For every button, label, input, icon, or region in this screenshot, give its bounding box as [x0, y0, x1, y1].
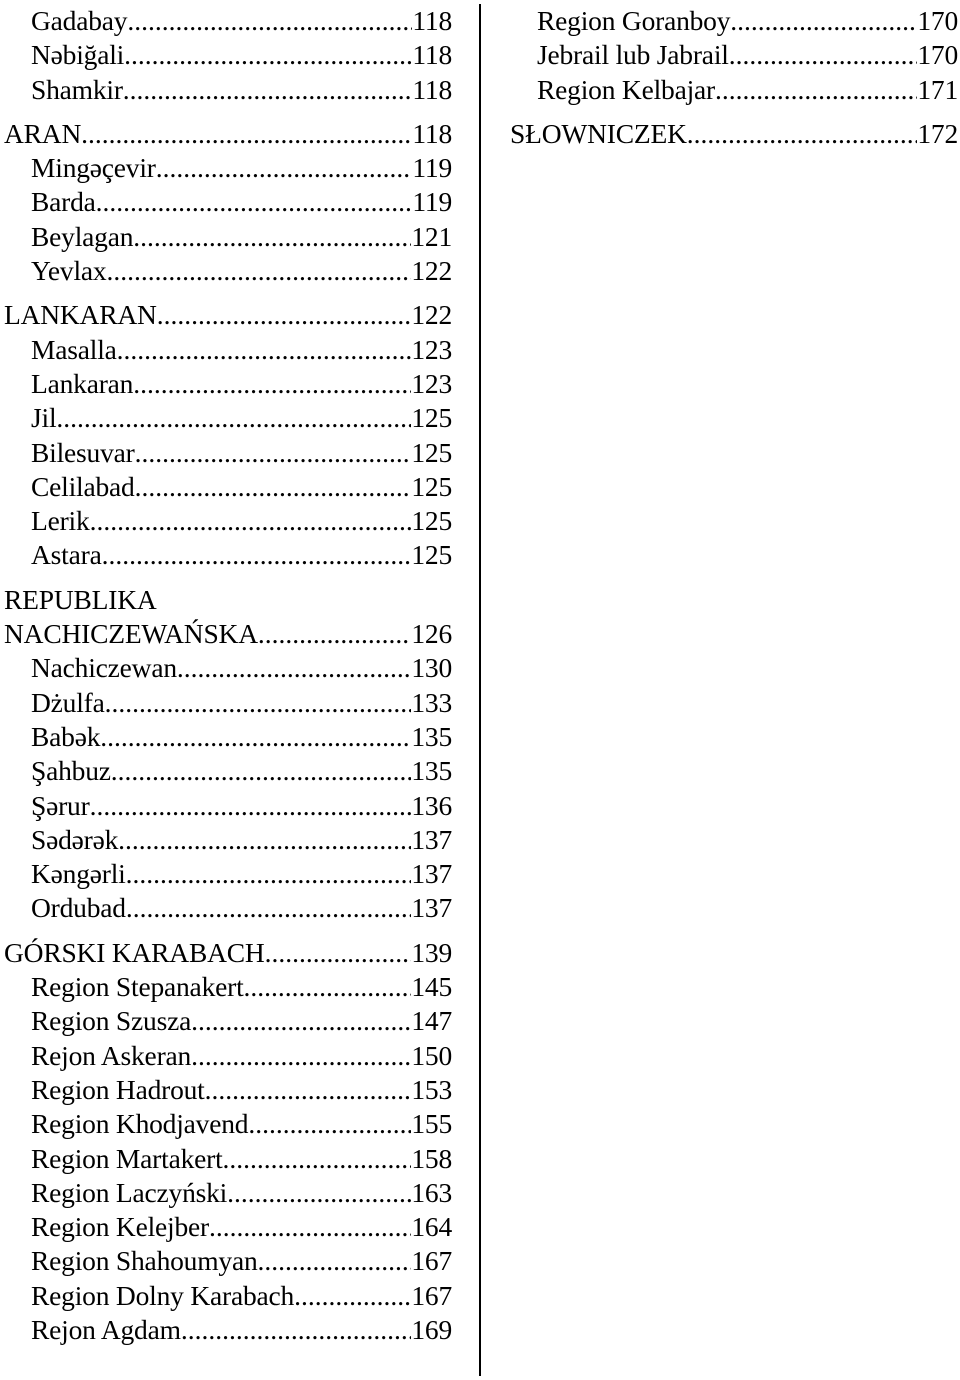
toc-entry-title: Gadabay [31, 5, 128, 36]
toc-entry-title: Lankaran [31, 367, 134, 399]
toc-dot-leader [248, 1107, 411, 1141]
toc-page-number: 153 [411, 1073, 452, 1105]
toc-page-number: 136 [411, 789, 452, 821]
toc-entry-title: Shamkir [31, 73, 123, 105]
toc-entry-title: Region Laczyński [31, 1176, 228, 1208]
toc-entry-title: Nəbiğali [31, 39, 125, 71]
toc-entry-title: Yevlax [31, 255, 107, 287]
toc-entry[interactable] [4, 754, 452, 788]
toc-dot-leader [135, 436, 412, 470]
toc-page-number: 139 [411, 936, 452, 968]
toc-dot-leader [244, 970, 412, 1004]
toc-page-number: 137 [411, 892, 452, 924]
toc-dot-leader [715, 73, 917, 107]
toc-entry-title: Region Martakert [31, 1142, 223, 1174]
toc-dot-leader [96, 185, 413, 219]
toc-page-number: 158 [411, 1142, 452, 1174]
toc-entry[interactable] [4, 401, 452, 435]
toc-page-number: 125 [411, 505, 452, 537]
toc-entry[interactable] [510, 38, 958, 72]
toc-page-number: 163 [411, 1176, 452, 1208]
toc-dot-leader [90, 789, 412, 823]
toc-entry[interactable] [4, 38, 452, 72]
toc-page-number: 164 [411, 1211, 452, 1243]
toc-entry[interactable] [4, 1279, 452, 1313]
toc-entry-title: Beylagan [31, 220, 134, 252]
toc-dot-leader [126, 891, 412, 925]
toc-dot-leader [729, 38, 918, 72]
toc-page-number: 118 [412, 5, 452, 36]
toc-dot-leader [209, 1210, 411, 1244]
toc-entry-title: Region Kelejber [31, 1211, 209, 1243]
toc-entry-title: GÓRSKI KARABACH [4, 936, 265, 968]
toc-page-number: 123 [411, 367, 452, 399]
toc-dot-leader [81, 117, 412, 151]
toc-entry[interactable] [4, 151, 452, 185]
toc-dot-leader [123, 73, 413, 107]
toc-entry-title: Mingəçevir [31, 152, 156, 184]
toc-dot-leader [191, 1004, 411, 1038]
toc-page-number: 119 [412, 186, 452, 218]
toc-entry-title: Barda [31, 186, 96, 218]
toc-dot-leader [133, 367, 411, 401]
toc-page-number: 118 [412, 117, 452, 149]
toc-page-number: 121 [411, 220, 452, 252]
toc-dot-leader [106, 254, 411, 288]
toc-page-number: 170 [917, 5, 958, 36]
toc-entry-title: Babək [31, 720, 101, 752]
toc-dot-leader [133, 220, 411, 254]
toc-page-number: 170 [917, 39, 958, 71]
toc-entry-title: Sədərək [31, 823, 119, 855]
toc-dot-leader [126, 857, 412, 891]
toc-page-number: 172 [917, 117, 958, 149]
toc-section-entry[interactable] [4, 617, 452, 651]
toc-dot-leader [177, 651, 411, 685]
toc-section-entry[interactable] [4, 298, 452, 332]
toc-page-number: 137 [411, 858, 452, 890]
toc-entry-title: Region Kelbajar [537, 73, 715, 105]
toc-dot-leader [157, 298, 412, 332]
toc-entry[interactable] [510, 73, 958, 107]
toc-entry-title: Bilesuvar [31, 436, 135, 468]
toc-right-column [510, 4, 958, 151]
toc-page-number: 147 [411, 1005, 452, 1037]
toc-entry-title: Region Szusza [31, 1005, 192, 1037]
toc-entry[interactable] [4, 504, 452, 538]
toc-page-number: 122 [411, 299, 452, 331]
toc-entry[interactable] [4, 891, 452, 925]
toc-dot-leader [191, 1039, 411, 1073]
toc-section-entry[interactable] [4, 117, 452, 151]
toc-entry[interactable] [4, 4, 452, 38]
toc-entry[interactable] [4, 333, 452, 367]
toc-entry-title: Region Stepanakert [31, 971, 244, 1003]
toc-page-number: 155 [411, 1108, 452, 1140]
toc-entry[interactable] [4, 1142, 452, 1176]
toc-page-number: 125 [411, 436, 452, 468]
toc-dot-leader [102, 538, 412, 572]
toc-dot-leader [90, 504, 412, 538]
toc-entry[interactable] [4, 857, 452, 891]
toc-dot-leader [127, 4, 412, 38]
toc-dot-leader [124, 38, 412, 72]
toc-entry-title: Jil [31, 402, 57, 434]
toc-left-column [4, 4, 452, 1347]
toc-dot-leader [730, 4, 917, 38]
toc-dot-leader [100, 720, 411, 754]
toc-page-number: 135 [411, 755, 452, 787]
toc-entry-title: Şahbuz [31, 755, 111, 787]
toc-dot-leader [294, 1279, 411, 1313]
toc-dot-leader [105, 686, 412, 720]
toc-page-number: 125 [411, 470, 452, 502]
toc-entry[interactable] [4, 73, 452, 107]
toc-dot-leader [156, 151, 413, 185]
toc-entry[interactable] [4, 686, 452, 720]
toc-dot-leader [687, 117, 918, 151]
toc-entry-title: LANKARAN [4, 299, 157, 331]
toc-dot-leader [117, 333, 412, 367]
toc-entry[interactable] [4, 970, 452, 1004]
toc-entry-title: Şərur [31, 789, 90, 821]
toc-page-number: 126 [411, 618, 452, 650]
toc-entry-title: NACHICZEWAŃSKA [4, 618, 258, 650]
toc-entry[interactable] [4, 720, 452, 754]
toc-entry-title: Nachiczewan [31, 652, 177, 684]
toc-entry-title: Masalla [31, 333, 117, 365]
toc-page-number: 171 [917, 73, 958, 105]
toc-page-number: 133 [411, 686, 452, 718]
toc-page-number: 167 [411, 1245, 452, 1277]
toc-page-number: 125 [411, 402, 452, 434]
toc-dot-leader [111, 754, 412, 788]
toc-dot-leader [227, 1176, 411, 1210]
toc-page-number: 118 [412, 73, 452, 105]
toc-entry[interactable] [4, 823, 452, 857]
toc-page-number: 122 [411, 255, 452, 287]
toc-entry[interactable] [4, 470, 452, 504]
toc-entry[interactable] [4, 367, 452, 401]
toc-entry-title: Kəngərli [31, 858, 126, 890]
toc-entry-title: Region Dolny Karabach [31, 1279, 295, 1311]
toc-dot-leader [118, 823, 411, 857]
toc-entry-title: Region Hadrout [31, 1073, 205, 1105]
toc-section-heading-line: REPUBLIKA [4, 583, 157, 615]
toc-dot-leader [205, 1073, 412, 1107]
toc-section-entry[interactable] [4, 936, 452, 970]
toc-entry-title: Dżulfa [31, 686, 105, 718]
column-divider [479, 4, 481, 1376]
toc-entry-title: ARAN [4, 117, 82, 149]
toc-entry[interactable] [4, 185, 452, 219]
toc-entry[interactable] [4, 1313, 452, 1347]
toc-entry[interactable] [4, 651, 452, 685]
toc-entry-title: Region Goranboy [537, 5, 731, 36]
toc-entry-title: Region Khodjavend [31, 1108, 249, 1140]
toc-page-number: 135 [411, 720, 452, 752]
toc-page-number: 169 [411, 1313, 452, 1345]
toc-entry[interactable] [510, 4, 958, 38]
toc-entry-title: Rejon Askeran [31, 1039, 192, 1071]
toc-entry[interactable] [4, 538, 452, 572]
toc-entry[interactable] [4, 254, 452, 288]
toc-dot-leader [258, 1244, 412, 1278]
toc-entry-title: Celilabad [31, 470, 135, 502]
toc-entry-title: Rejon Agdam [31, 1313, 181, 1345]
toc-entry-title: SŁOWNICZEK [510, 117, 687, 149]
toc-dot-leader [265, 936, 412, 970]
toc-entry[interactable] [4, 1210, 452, 1244]
toc-page-number: 137 [411, 823, 452, 855]
toc-entry-title: Astara [31, 539, 102, 571]
toc-entry[interactable] [4, 220, 452, 254]
toc-entry[interactable] [4, 1244, 452, 1278]
toc-entry-title: Jebrail lub Jabrail [537, 39, 729, 71]
toc-entry[interactable] [4, 436, 452, 470]
toc-page-number: 150 [411, 1039, 452, 1071]
toc-page-number: 123 [411, 333, 452, 365]
toc-entry-title: Lerik [31, 505, 90, 537]
toc-section-entry[interactable] [510, 117, 958, 151]
toc-dot-leader [181, 1313, 412, 1347]
toc-page-number: 130 [411, 652, 452, 684]
toc-dot-leader [258, 617, 411, 651]
toc-entry-title: Ordubad [31, 892, 126, 924]
toc-entry[interactable] [4, 1039, 452, 1073]
toc-entry-title: Region Shahoumyan [31, 1245, 258, 1277]
toc-page-number: 145 [411, 971, 452, 1003]
toc-entry[interactable] [4, 1073, 452, 1107]
toc-entry[interactable] [4, 789, 452, 823]
toc-entry[interactable] [4, 1107, 452, 1141]
toc-dot-leader [135, 470, 412, 504]
toc-page-number: 125 [411, 539, 452, 571]
toc-dot-leader [56, 401, 411, 435]
toc-page-number: 167 [411, 1279, 452, 1311]
toc-page-number: 118 [412, 39, 452, 71]
toc-entry[interactable] [4, 1176, 452, 1210]
toc-dot-leader [223, 1142, 412, 1176]
toc-entry[interactable] [4, 1004, 452, 1038]
toc-page-number: 119 [412, 152, 452, 184]
